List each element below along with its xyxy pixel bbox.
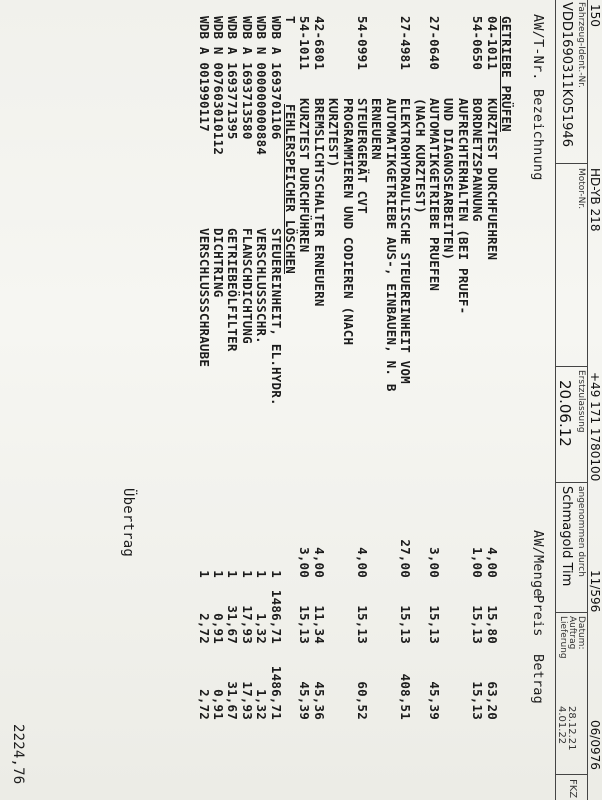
row-preis: 15,13 <box>398 605 414 644</box>
row-betrag: 45,39 <box>297 681 313 720</box>
row-menge: 3,00 <box>427 547 442 578</box>
lieferung-label: Lieferung <box>558 616 568 659</box>
header-cell-5: 06/0976 <box>588 720 602 770</box>
row-code: WDB N 000000000884 <box>254 16 270 156</box>
row-preis: 1,32 <box>254 613 270 644</box>
angenommen-label: angenommen durch <box>576 486 586 577</box>
row-preis: 11,34 <box>311 605 327 644</box>
fin-label: Fahrzeug-Ident.-Nr. <box>576 2 586 88</box>
row-menge: 27,00 <box>398 539 414 578</box>
row-desc: BREMSLICHTSCHALTER ERNEUERN <box>311 98 327 307</box>
row-menge: 1 <box>268 570 284 578</box>
uebertrag-value: 2224,76 <box>10 724 26 785</box>
column-preis: Preis <box>530 595 546 637</box>
row-desc: VERSCHLUSSSCHR. <box>254 228 270 344</box>
header-cell-4: 11/596 <box>588 570 602 613</box>
info-separator-3 <box>556 482 588 483</box>
info-separator-2 <box>556 366 588 367</box>
row-betrag: 1486,71 <box>268 665 284 720</box>
row-betrag: 60,52 <box>355 681 370 720</box>
row-code: WDB A 1693771395 <box>225 16 241 140</box>
row-preis: 15,13 <box>297 605 313 644</box>
row-preis: 0,91 <box>211 613 226 644</box>
row-desc: STEUEREINHEIT, EL.HYDR. <box>268 228 284 406</box>
row-code: 27-4981 <box>398 16 414 71</box>
row-menge: 4,00 <box>311 547 327 578</box>
row-preis: 15,13 <box>427 605 442 644</box>
row-code: 54-0991 <box>355 16 370 71</box>
row-desc: FEHLERSPEICHER LÖSCHEN <box>283 104 298 274</box>
header-cell-1: 150 <box>588 4 602 27</box>
auftrag-label: Auftrag <box>567 616 577 650</box>
info-separator-1 <box>556 163 588 164</box>
row-betrag: 2,72 <box>196 689 212 720</box>
row-code: WDB A 001990117 <box>196 16 212 132</box>
erstzulassung-value: 20.06.12 <box>556 380 574 447</box>
row-code: 27-0640 <box>427 16 442 71</box>
motor-label: Motor-Nr. <box>576 168 586 210</box>
row-desc: (NACH KURZTEST) <box>412 98 428 214</box>
row-menge: 1 <box>254 570 270 578</box>
row-desc: BORDNETZSPANNUNG <box>470 98 486 222</box>
row-code: 54-0650 <box>470 16 486 71</box>
auftrag-value: 28.12.21 <box>566 706 577 751</box>
info-separator-5 <box>556 774 588 775</box>
row-desc: KURZTEST) <box>326 98 342 168</box>
row-betrag: 1,32 <box>254 689 270 720</box>
header-phone: +49 171 1780100 <box>588 372 602 482</box>
fin-value: VDD1690311K051946 <box>559 2 574 147</box>
row-desc: KURZTEST DURCHFÜHREN <box>297 98 313 253</box>
row-desc: ELEKTROHYDRAULISCHE STEUEREINHEIT VOM <box>398 98 414 384</box>
row-betrag: 17,93 <box>239 681 255 720</box>
row-preis: 1486,71 <box>268 589 284 644</box>
uebertrag-label: Übertrag <box>120 488 136 558</box>
row-desc: STEUERGERÄT CVT <box>355 98 370 214</box>
column-awt-bezeichnung: AW/T-Nr. Bezeichnung <box>530 14 546 181</box>
row-code: WDB A 1693701106 <box>268 16 284 140</box>
row-preis: 15,13 <box>355 605 370 644</box>
row-menge: 4,00 <box>484 547 500 578</box>
row-preis: 2,72 <box>196 613 212 644</box>
row-code: 42-6801 <box>311 16 327 71</box>
row-desc: ERNEUERN <box>369 98 385 160</box>
row-preis: 17,93 <box>239 605 255 644</box>
row-desc: KURZTEST DURCHFUEHREN <box>484 98 500 261</box>
row-desc: PROGRAMMIEREN UND CODIEREN (NACH <box>340 98 356 346</box>
row-menge: 3,00 <box>297 547 313 578</box>
row-desc: AUTOMATIKGETRIEBE PRUEFEN <box>427 98 442 292</box>
row-desc: GETRIEBEÖLFILTER <box>225 228 241 352</box>
row-code: GETRIEBE PRÜFEN <box>499 16 514 132</box>
info-separator-4 <box>556 612 588 613</box>
row-betrag: 408,51 <box>398 673 414 720</box>
row-menge: 4,00 <box>355 547 370 578</box>
row-menge: 1 <box>196 570 212 578</box>
row-code: 04-1011 <box>484 16 500 71</box>
row-desc: VERSCHLUSSSCHRAUBE <box>196 228 212 368</box>
erstzulassung-label: Erstzulassung <box>576 370 586 433</box>
row-betrag: 45,36 <box>311 681 327 720</box>
row-menge: 1 <box>211 570 226 578</box>
row-desc: DICHTRING <box>211 228 226 298</box>
row-code: 54-1011 <box>297 16 313 71</box>
fkz-label: FKZ <box>567 779 578 799</box>
row-menge: 1,00 <box>470 547 486 578</box>
column-menge: AW/Menge <box>530 530 546 597</box>
row-code: T <box>283 16 298 24</box>
row-betrag: 31,67 <box>225 681 241 720</box>
column-betrag: Betrag <box>530 654 546 704</box>
row-desc: FLANSCHDICHTUNG <box>239 228 255 344</box>
row-desc: UND DIAGNOSEARBEITEN) <box>441 98 457 261</box>
lieferung-value: 4.01.22 <box>556 706 567 745</box>
row-preis: 15,13 <box>470 605 486 644</box>
header-plate: HD-YB 218 <box>588 168 602 232</box>
row-betrag: 15,13 <box>470 681 486 720</box>
row-menge: 1 <box>225 570 241 578</box>
row-menge: 1 <box>239 570 255 578</box>
row-betrag: 45,39 <box>427 681 442 720</box>
row-betrag: 0,91 <box>211 689 226 720</box>
row-code: WDB A 1693713580 <box>239 16 255 140</box>
row-desc: AUTOMATIKGETRIEBE AUS-, EINBAUEN, N. B <box>383 98 399 392</box>
datum-label: Datum: <box>576 616 586 650</box>
row-preis: 31,67 <box>225 605 241 644</box>
row-betrag: 63,20 <box>484 681 500 720</box>
angenommen-value: Schmagold Tim <box>559 486 574 587</box>
row-preis: 15,80 <box>484 605 500 644</box>
row-desc: AUFRECHTERHALTEN (BEI PRUEF- <box>455 98 471 315</box>
row-code: WDB N 007603010112 <box>211 16 226 156</box>
